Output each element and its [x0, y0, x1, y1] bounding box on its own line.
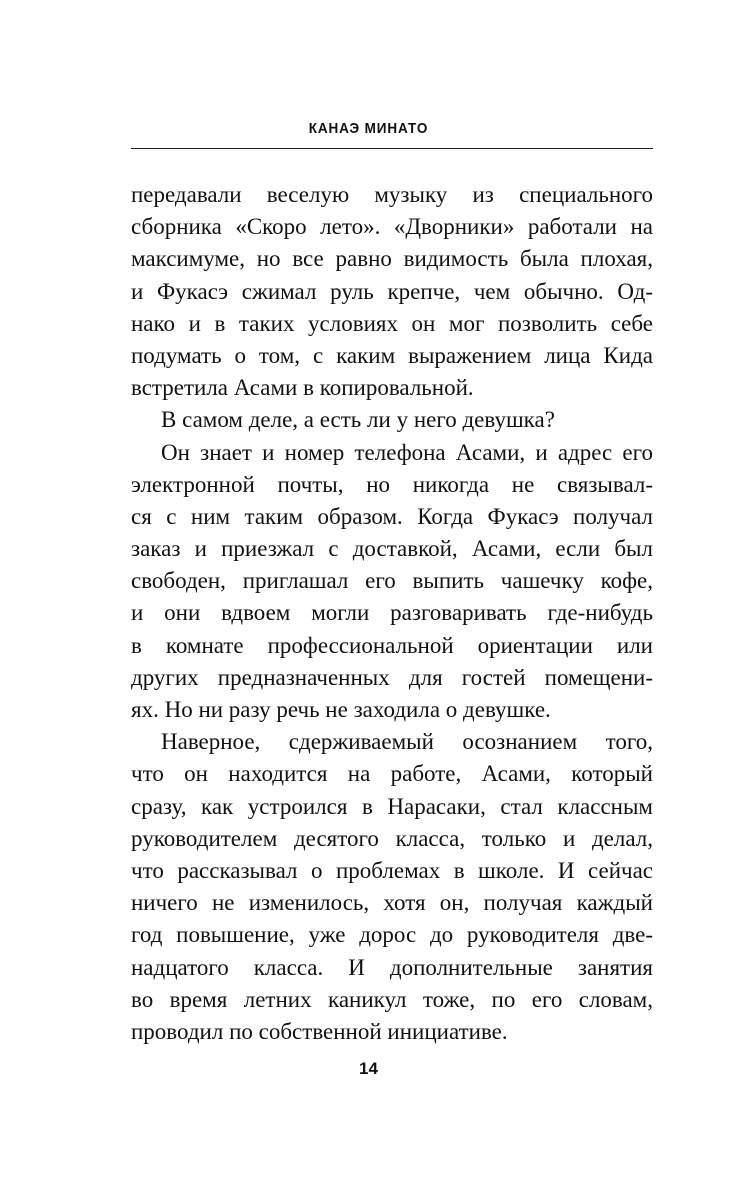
text-line: Наверное, сдерживаемый осознанием того,: [161, 729, 653, 755]
text-line: год повышение, уже дорос до руководителя две-: [131, 922, 653, 948]
text-line: что рассказывал о проблемах в школе. И сейчас: [131, 857, 653, 883]
body-text: [131, 179, 653, 1048]
text-line: свободен, приглашал его выпить чашечку кофе,: [131, 568, 653, 594]
running-header: КАНАЭ МИНАТО: [308, 120, 429, 137]
text-line: руководителем десятого класса, только и делал,: [131, 825, 653, 851]
text-line: в комнате профессиональной ориентации или: [131, 632, 653, 658]
text-line: и они вдвоем могли разговаривать где-нибудь: [131, 600, 653, 626]
text-line: сразу, как устроился в Нарасаки, стал классным: [131, 793, 653, 819]
text-line: и Фукасэ сжимал руль крепче, чем обычно. Од-: [131, 278, 653, 304]
text-line: ях. Но ни разу речь не заходила о девушке.: [131, 697, 551, 722]
text-line: что он находится на работе, Асами, который: [131, 761, 653, 787]
text-line: нако и в таких условиях он мог позволить себе: [131, 310, 653, 336]
text-line: электронной почты, но никогда не связывал-: [131, 471, 653, 497]
text-line: ничего не изменилось, хотя он, получая каждый: [131, 890, 653, 916]
text-line: ся с ним таким образом. Когда Фукасэ получал: [131, 503, 653, 529]
text-line: во время летних каникул тоже, по его словам,: [131, 986, 653, 1012]
header-rule: [131, 148, 653, 149]
text-line: встретила Асами в копировальной.: [131, 375, 474, 401]
text-line: надцатого класса. И дополнительные занятия: [131, 954, 653, 980]
text-line: подумать о том, с каким выражением лица Кида: [131, 342, 653, 368]
text-line: сборника «Скоро лето». «Дворники» работали на: [131, 214, 653, 240]
page-number: 14: [359, 1059, 378, 1078]
text-line: Он знает и номер телефона Асами, и адрес его: [161, 439, 653, 465]
text-line: заказ и приезжал с доставкой, Асами, если был: [131, 536, 653, 562]
text-line: максимуме, но все равно видимость была плохая,: [131, 246, 653, 272]
text-line: В самом деле, а есть ли у него девушка?: [161, 407, 555, 433]
text-line: передавали веселую музыку из специального: [131, 182, 653, 207]
text-line: других предназначенных для гостей помещени-: [131, 664, 653, 690]
text-line: проводил по собственной инициативе.: [131, 1018, 508, 1044]
